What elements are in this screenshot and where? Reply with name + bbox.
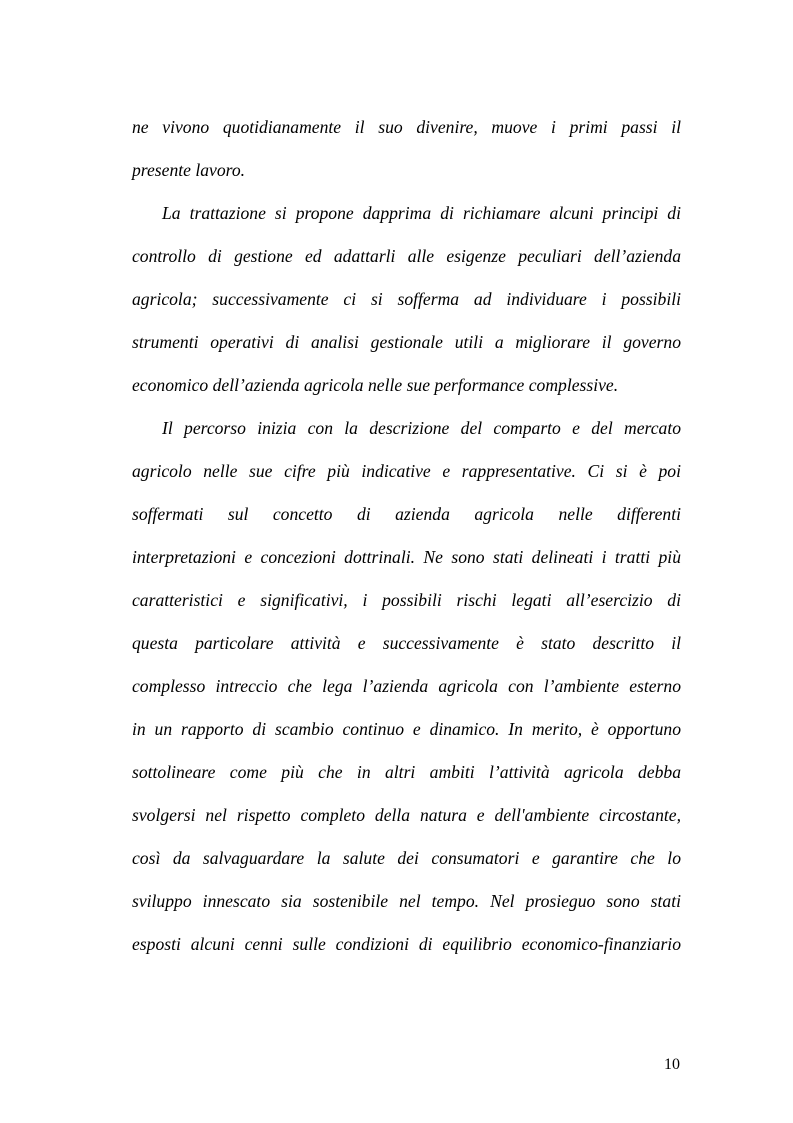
text-line: così da salvaguardare la salute dei consumatori e garantire che lo	[132, 848, 681, 868]
text-line: Il percorso inizia con la descrizione del comparto e del mercato	[162, 418, 681, 438]
text-line: questa particolare attività e successivamente è stato descritto il	[132, 633, 681, 653]
text-line: complesso intreccio che lega l’azienda agricola con l’ambiente esterno	[132, 676, 681, 696]
text-line: presente lavoro.	[132, 160, 246, 180]
text-line: esposti alcuni cenni sulle condizioni di equilibrio economico-finanziario	[132, 934, 681, 954]
text-line: ne vivono quotidianamente il suo divenire, muove i primi passi il	[132, 117, 681, 137]
text-line: economico dell’azienda agricola nelle sue performance complessive.	[132, 375, 619, 395]
text-line: soffermati sul concetto di azienda agricola nelle differenti	[132, 504, 681, 524]
text-line: agricola; successivamente ci si sofferma ad individuare i possibili	[132, 289, 681, 309]
text-line: svolgersi nel rispetto completo della natura e dell'ambiente circostante,	[132, 805, 681, 825]
text-line: sottolineare come più che in altri ambiti l’attività agricola debba	[132, 762, 681, 782]
text-line: sviluppo innescato sia sostenibile nel tempo. Nel prosieguo sono stati	[132, 891, 681, 911]
text-line: caratteristici e significativi, i possibili rischi legati all’esercizio di	[132, 590, 681, 610]
text-line: La trattazione si propone dapprima di richiamare alcuni principi di	[162, 203, 681, 223]
text-line: controllo di gestione ed adattarli alle esigenze peculiari dell’azienda	[132, 246, 681, 266]
text-line: strumenti operativi di analisi gestionale utili a migliorare il governo	[132, 332, 681, 352]
text-line: agricolo nelle sue cifre più indicative e rappresentative. Ci si è poi	[132, 461, 681, 481]
text-line: in un rapporto di scambio continuo e dinamico. In merito, è opportuno	[132, 719, 681, 739]
text-line: interpretazioni e concezioni dottrinali. Ne sono stati delineati i tratti più	[132, 547, 681, 567]
body-text	[132, 106, 681, 966]
page-number: 10	[664, 1056, 680, 1073]
